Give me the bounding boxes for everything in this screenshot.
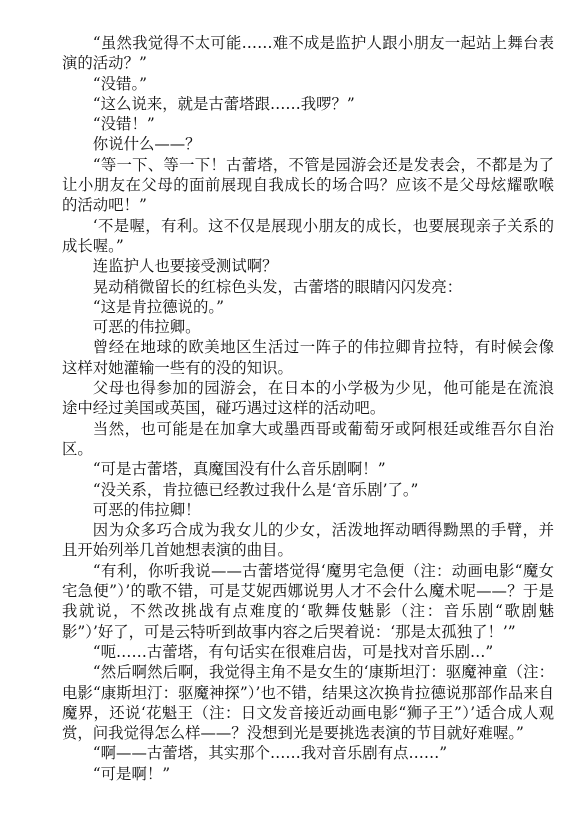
paragraph: “没关系，肯拉德已经教过我什么是‘音乐剧’了。”: [92, 480, 419, 499]
paragraph: 父母也得参加的园游会，在日本的小学极为少见，他可能是在流浪途中经过美国或英国，碰巧遇过这样的活动吧。: [62, 379, 554, 418]
paragraph: “可是古蕾塔，真魔国没有什么音乐剧啊！”: [92, 460, 386, 479]
paragraph: 连监护人也要接受测试啊？: [92, 257, 278, 276]
paragraph: “没错。”: [92, 74, 148, 93]
paragraph: “这么说来，就是古蕾塔跟……我啰？”: [92, 94, 355, 113]
paragraph: “啊——古蕾塔，其实那个……我对音乐剧有点……”: [92, 744, 448, 763]
body-text: [62, 33, 554, 784]
paragraph: ‘不是喔，有利。这不仅是展现小朋友的成长，也要展现亲子关系的成长喔。”: [62, 216, 554, 255]
paragraph: 因为众多巧合成为我女儿的少女，活泼地挥动晒得黝黑的手臂，并且开始列举几首她想表演的曲目。: [62, 521, 554, 560]
paragraph: 可恶的伟拉卿！: [92, 500, 201, 519]
paragraph: “这是肯拉德说的。”: [92, 297, 224, 316]
paragraph: “呃……古蕾塔，有句话实在很难启齿，可是找对音乐剧…”: [92, 642, 494, 661]
paragraph: 曾经在地球的欧美地区生活过一阵子的伟拉卿肯拉特，有时候会像这样对她灌输一些有的没的知识。: [62, 338, 554, 377]
paragraph: 晃动稍微留长的红棕色头发，古蕾塔的眼睛闪闪发亮：: [92, 277, 463, 296]
paragraph: “然后啊然后啊，我觉得主角不是女生的‘康斯坦汀：驱魔神童（注：电影“康斯坦汀：驱魔神探”）’也不错，结果这次换肯拉德说那部作品来自魔界，还说‘花魁王（注：日文发音接近动画电影“狮子王”）’适合成人观赏，问我觉得怎么样——？没想到光是要挑选表演的节目就好难喔。”: [62, 663, 554, 743]
paragraph: “虽然我觉得不太可能……难不成是监护人跟小朋友一起站上舞台表演的活动？”: [62, 34, 554, 73]
paragraph: “可是啊！”: [92, 764, 171, 783]
paragraph: 当然，也可能是在加拿大或墨西哥或葡萄牙或阿根廷或维吾尔自治区。: [62, 419, 554, 458]
paragraph: “有利，你听我说——古蕾塔觉得‘魔男宅急便（注：动画电影“魔女宅急便”）’的歌不错，可是艾妮西娜说男人才不会什么魔术呢——？于是我就说，不然改挑战有点难度的‘歌舞伎魅影（注：音乐剧“歌剧魅影”）’好了，可是云特听到故事内容之后哭着说：‘那是太孤独了！’”: [62, 561, 554, 641]
paragraph: 可恶的伟拉卿。: [92, 318, 201, 337]
paragraph: “没错！”: [92, 115, 155, 134]
paragraph: 你说什么——？: [92, 135, 201, 154]
paragraph: “等一下、等一下！古蕾塔，不管是园游会还是发表会，不都是为了让小朋友在父母的面前展现自我成长的场合吗？应该不是父母炫耀歌喉的活动吧！”: [62, 155, 554, 215]
